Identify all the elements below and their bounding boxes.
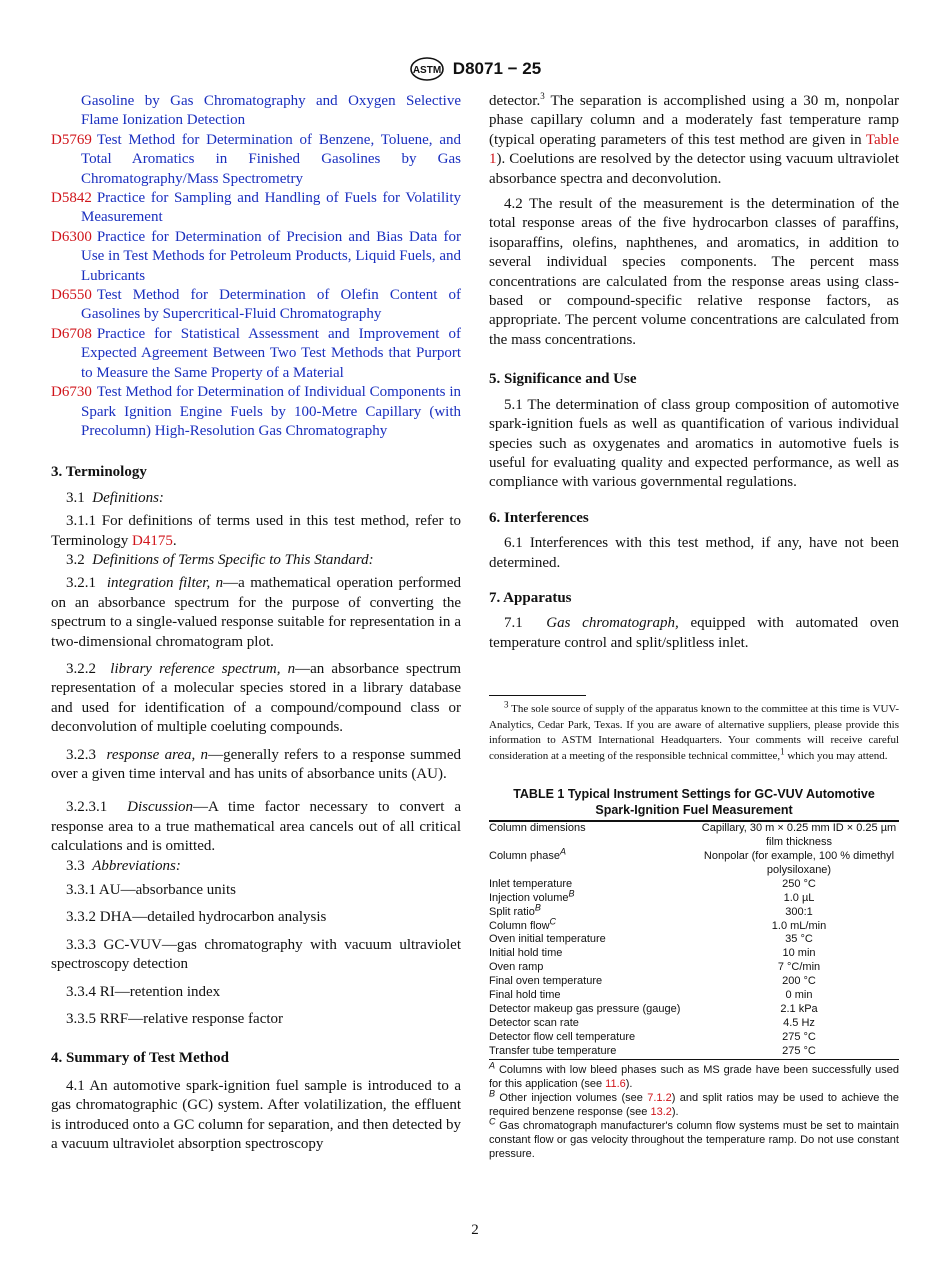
table-cell-value: 0 min — [785, 989, 813, 1002]
table-cell-value: Capillary, 30 m × 0.25 mm ID × 0.25 µm film thickness — [701, 822, 897, 849]
paragraph-3-2-3-1: 3.2.3.1 Discussion—A time factor necessary to convert a response area to a true mathematical area cancels out of all critical calculations and is omitted. — [51, 799, 461, 855]
table-cell-parameter: Column phase$^A$ — [489, 846, 566, 862]
table-1-title: TABLE 1 Typical Instrument Settings for GC-VUV Automotive Spark-Ignition Fuel Measurement — [513, 787, 875, 818]
reference-item[interactable] — [51, 325, 461, 383]
page-number: 2 — [471, 1222, 479, 1238]
table-note-b: $^B$ Other injection volumes (see 7.1.2) and split ratios may be used to achieve the required benzene response (see 13.2). — [489, 1087, 900, 1118]
reference-code[interactable]: D6708 — [51, 325, 92, 342]
table-row — [489, 1017, 899, 1031]
paragraph-3-2-2: 3.2.2 library reference spectrum, n—an absorbance spectrum representation of a molecular species stored in a library database and used for identification of a compound/compound class or deconvolution of multiple coeluting compounds. — [51, 660, 462, 736]
table-cell-value: 1.0 mL/min — [771, 919, 827, 932]
table-1-notes — [489, 1059, 900, 1161]
paragraph-3-2-3: 3.2.3 response area, n—generally refers to a response summed over a given time interval and has units of absorbance units (AU). — [51, 746, 461, 782]
table-row — [489, 933, 899, 947]
table-row — [489, 1045, 899, 1059]
paragraph-3-1-1: 3.1.1 For definitions of terms used in this test method, refer to Terminology D4175. — [51, 513, 461, 549]
paragraph-3-2-1: 3.2.1 integration filter, n—a mathematical operation performed on an absorbance spectrum for the purpose of converting the spectrum to a single-valued response suitable for representation in a two-dimensional chromatogram plot. — [51, 575, 461, 650]
abbreviation-item: 3.3.2 DHA—detailed hydrocarbon analysis — [66, 909, 327, 926]
abbreviation-item: 3.3.3 GC-VUV—gas chromatography with vacuum ultraviolet spectroscopy detection — [51, 936, 461, 973]
table-row — [489, 850, 899, 878]
note-link-11-6[interactable]: 11.6 — [605, 1077, 626, 1090]
table-cell-value: 7 °C/min — [777, 961, 821, 974]
section-heading-interferences: 6. Interferences — [489, 509, 589, 526]
reference-title[interactable]: Test Method for Determination of Individual Components in Spark Ignition Engine Fuels by 100-Metre Capillary (with Precolumn) High-Resolution Gas Chromatography — [81, 384, 461, 439]
document-designation: D8071 − 25 — [452, 59, 542, 78]
section-heading-terminology: 3. Terminology — [51, 464, 147, 481]
reference-item[interactable] — [51, 286, 461, 325]
reference-item[interactable] — [51, 228, 461, 286]
abbreviation-item: 3.3.5 RRF—relative response factor — [66, 1011, 284, 1028]
table-cell-parameter: Injection volume$^B$ — [489, 888, 575, 904]
table-row — [489, 878, 899, 892]
table-cell-value: 35 °C — [785, 933, 813, 946]
page-header — [0, 56, 950, 82]
table-cell-parameter: Oven initial temperature — [489, 933, 606, 946]
table-cell-parameter: Final oven temperature — [489, 975, 603, 988]
reference-title[interactable]: Test Method for Determination of Benzene, Toluene, and Total Aromatics in Finished Gasolines by Gas Chromatography/Mass Spectrometry — [81, 131, 461, 187]
reference-title[interactable]: Practice for Determination of Precision and Bias Data for Use in Test Methods for Petroleum Products, Liquid Fuels, and Lubricants — [81, 228, 461, 284]
table-cell-parameter: Detector scan rate — [489, 1016, 579, 1029]
reference-item[interactable] — [51, 383, 461, 441]
table-row — [489, 947, 899, 961]
abbreviation-item: 3.3.1 AU—absorbance units — [66, 882, 236, 899]
table-cell-value: 4.5 Hz — [783, 1016, 815, 1029]
paragraph-3-2: 3.2 Definitions of Terms Specific to This Standard: — [66, 551, 374, 568]
table-cell-value: 275 °C — [782, 1030, 816, 1043]
section-heading-summary: 4. Summary of Test Method — [51, 1050, 229, 1067]
reference-code[interactable]: D6550 — [51, 287, 92, 304]
note-link-7-1-2[interactable]: 7.1.2 — [647, 1091, 672, 1104]
table-cell-parameter: Column dimensions — [489, 822, 586, 835]
table-cell-value: 200 °C — [782, 975, 816, 988]
table-cell-parameter: Detector flow cell temperature — [489, 1030, 636, 1043]
table-cell-value: 2.1 kPa — [780, 1002, 818, 1015]
table-cell-parameter: Transfer tube temperature — [489, 1044, 617, 1057]
reference-title[interactable]: Gasoline by Gas Chromatography and Oxygen Selective Flame Ionization Detection — [81, 93, 461, 129]
table-cell-value: 1.0 µL — [783, 891, 815, 904]
table-row — [489, 975, 899, 989]
paragraph-5-1: 5.1 The determination of class group composition of automotive spark-ignition fuels as well as quantification of various individual species such as oxygenates and aromatics in automotive fuels is useful for evaluating quality and expected performance, as well as compliance with various governmental regulations. — [489, 396, 899, 491]
reference-title[interactable]: Practice for Sampling and Handling of Fuels for Volatility Measurement — [81, 190, 461, 226]
paragraph-4-2: 4.2 The result of the measurement is the determination of the total response areas of the five hydrocarbon classes of paraffins, isoparaffins, olefins, naphthenes, and aromatics, in addition to several individual species components. The percent mass concentrations are calculated from the response areas using class-based or compound-specific relative response factors, as appropriate. The percent volume concentrations are calculated from the mass concentrations. — [489, 196, 899, 348]
reference-title[interactable]: Test Method for Determination of Olefin Content of Gasolines by Supercritical-Fluid Chromatography — [81, 287, 461, 323]
reference-item[interactable] — [51, 92, 461, 131]
paragraph-6-1: 6.1 Interferences with this test method, if any, have not been determined. — [489, 535, 899, 571]
reference-code[interactable]: D5842 — [51, 190, 92, 207]
table-cell-value: 300:1 — [785, 905, 813, 918]
section-heading-significance: 5. Significance and Use — [489, 371, 637, 388]
table-note-a: $^A$ Columns with low bleed phases such as MS grade have been successfully used for this application (see 11.6). — [489, 1059, 899, 1090]
table-cell-value: Nonpolar (for example, 100 % dimethyl polysiloxane) — [703, 849, 895, 876]
table-row — [489, 920, 899, 934]
left-column — [51, 92, 461, 1155]
footnote-rule — [489, 695, 586, 696]
table-cell-parameter: Detector makeup gas pressure (gauge) — [489, 1002, 681, 1015]
table-cell-parameter: Inlet temperature — [489, 877, 573, 890]
paragraph-4-1: 4.1 An automotive spark-ignition fuel sample is introduced to a gas chromatographic (GC) system. After volatilization, the effluent is introduced onto a GC column for separation, and then detected by a vacuum ultraviolet absorption spectroscopy — [51, 1077, 461, 1153]
table-1 — [489, 820, 899, 1059]
table-row — [489, 1003, 899, 1017]
table-cell-parameter: Oven ramp — [489, 961, 544, 974]
reference-item[interactable] — [51, 131, 461, 189]
table-cell-value: 10 min — [782, 947, 816, 960]
section-heading-apparatus: 7. Apparatus — [489, 589, 572, 606]
table-cell-value: 275 °C — [782, 1044, 816, 1057]
table-row — [489, 961, 899, 975]
table-row — [489, 1031, 899, 1045]
abbreviation-item: 3.3.4 RI—retention index — [66, 983, 221, 1000]
table-cell-parameter: Split ratio$^B$ — [489, 901, 541, 918]
table-cell-parameter: Final hold time — [489, 989, 561, 1002]
note-link-13-2[interactable]: 13.2 — [650, 1105, 672, 1118]
paragraph-4-1-continued: detector.$^3$ The separation is accomplished using a 30 m, nonpolar phase capillary column and a moderately fast temperature ramp (typical operating parameters of this test method are given in Table 1). Coelutions are resolved by the detector using vacuum ultraviolet absorbance spectra and deconvolution. — [489, 91, 899, 187]
footnote-3: $^3$ The sole source of supply of the apparatus known to the committee at this time is VUV-Analytics, Cedar Park, Texas. If you are aware of alternative suppliers, please provide this information to ASTM International Headquarters. Your comments will receive careful consideration at a meeting of the responsible technical committee,$^1$ which you may attend. — [489, 699, 899, 762]
table-1-link[interactable]: Table 1 — [489, 131, 899, 168]
reference-title[interactable]: Practice for Statistical Assessment and Improvement of Expected Agreement Between Two Test Methods that Purport to Measure the Same Property of a Material — [81, 325, 461, 381]
paragraph-3-3: 3.3 Abbreviations: — [66, 857, 181, 874]
reference-item[interactable] — [51, 189, 461, 228]
paragraph-7-1: 7.1 Gas chromatograph, equipped with automated oven temperature control and split/splitless inlet. — [489, 615, 899, 651]
table-cell-value: 250 °C — [782, 877, 816, 890]
reference-code[interactable]: D6300 — [51, 228, 92, 245]
astm-logo — [409, 56, 445, 82]
footnote-marker[interactable]: 3 — [540, 91, 545, 101]
reference-code[interactable]: D6730 — [51, 384, 92, 401]
svg-text:ASTM: ASTM — [412, 65, 441, 76]
table-note-c: $^C$ Gas chromatograph manufacturer's column flow systems must be set to maintain constant flow or gas velocity throughout the temperature ramp. Do not use constant pressure. — [489, 1115, 899, 1160]
reference-code[interactable]: D5769 — [51, 131, 92, 148]
table-row — [489, 892, 899, 906]
table-cell-parameter: Column flow$^C$ — [489, 915, 557, 932]
reference-link-d4175[interactable]: D4175 — [132, 532, 173, 549]
table-cell-parameter: Initial hold time — [489, 947, 563, 960]
right-column — [489, 92, 899, 1161]
table-row — [489, 821, 899, 850]
paragraph-3-1: 3.1 Definitions: — [66, 489, 164, 506]
table-row — [489, 989, 899, 1003]
